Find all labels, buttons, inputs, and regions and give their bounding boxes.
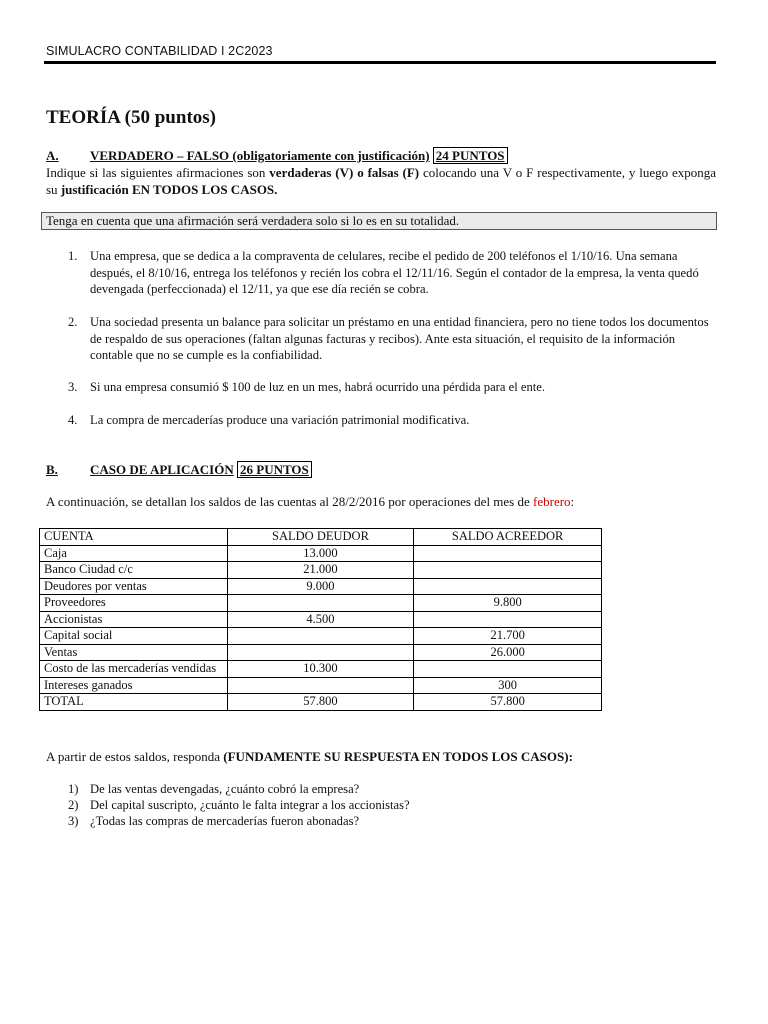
table-row [40,644,602,661]
header-rule [44,61,716,64]
cell-deudor: 4.500 [227,611,414,628]
table-row [40,562,602,579]
table-row [40,611,602,628]
section-b-intro [46,494,716,511]
cell-acreedor: 9.800 [414,595,602,612]
cell-acreedor: 300 [414,677,602,694]
cell-acreedor [414,578,602,595]
statement-number: 2. [68,315,78,329]
instructions-bold-1: verdaderas (V) o falsas (F) [269,165,420,180]
statement-text: Una sociedad presenta un balance para solicitar un préstamo en una entidad financiera, pero no tiene todos los documentos de respaldo de sus operaciones (faltan algunas facturas y recibos). Ante esta situación, el requisito de la información contable que no se cumple es la confiabilidad. [90,315,709,362]
cell-acreedor [414,545,602,562]
statement-item-3 [68,379,716,396]
cell-cuenta: Banco Ciudad c/c [40,562,228,579]
question-text: De las ventas devengadas, ¿cuánto cobró la empresa? [90,782,360,796]
section-a-points: 24 PUNTOS [433,147,508,164]
question-item-2 [68,797,410,813]
cell-deudor [227,628,414,645]
section-a-heading [46,148,508,164]
question-number: 1) [68,782,79,796]
cell-acreedor [414,661,602,678]
cell-cuenta: Costo de las mercaderías vendidas [40,661,228,678]
section-b-heading [46,462,312,478]
cell-acreedor: 21.700 [414,628,602,645]
document-header: SIMULACRO CONTABILIDAD I 2C2023 [46,44,273,58]
cell-deudor: 57.800 [227,694,414,711]
cell-acreedor: 26.000 [414,644,602,661]
intro-end: : [570,494,575,509]
cell-acreedor: 57.800 [414,694,602,711]
table-row [40,661,602,678]
cell-cuenta: Intereses ganados [40,677,228,694]
cell-acreedor [414,562,602,579]
cell-deudor [227,644,414,661]
section-b-points: 26 PUNTOS [237,461,312,478]
table-total-row [40,694,602,711]
col-header-acreedor: SALDO ACREEDOR [414,529,602,546]
cell-deudor: 13.000 [227,545,414,562]
cell-deudor: 10.300 [227,661,414,678]
statement-item-2 [68,314,716,364]
table-row [40,545,602,562]
statement-number: 4. [68,413,78,427]
col-header-cuenta: CUENTA [40,529,228,546]
notice-box: Tenga en cuenta que una afirmación será verdadera solo si lo es en su totalidad. [41,212,717,230]
col-header-deudor: SALDO DEUDOR [227,529,414,546]
theory-title: TEORÍA (50 puntos) [46,107,216,128]
section-a-title: VERDADERO – FALSO (obligatoriamente con justificación) [90,148,430,163]
statement-text: Si una empresa consumió $ 100 de luz en un mes, habrá ocurrido una pérdida para el ente. [90,380,545,394]
table-row [40,677,602,694]
table-header-row [40,529,602,546]
table-row [40,578,602,595]
statement-number: 3. [68,380,78,394]
cell-deudor: 9.000 [227,578,414,595]
question-text: Del capital suscripto, ¿cuánto le falta integrar a los accionistas? [90,798,410,812]
instructions-text-1: Indique si las siguientes afirmaciones son [46,165,270,180]
cell-cuenta: Proveedores [40,595,228,612]
question-text: ¿Todas las compras de mercaderías fueron abonadas? [90,814,360,828]
cell-cuenta: TOTAL [40,694,228,711]
prompt-text: A partir de estos saldos, responda [46,749,224,764]
instructions-bold-2: justificación EN TODOS LOS CASOS. [60,181,278,197]
question-number: 2) [68,798,79,812]
intro-month: febrero [533,494,571,509]
question-item-3 [68,813,359,829]
cell-cuenta: Deudores por ventas [40,578,228,595]
statement-item-4 [68,412,716,429]
section-a-letter: A. [46,148,59,163]
cell-cuenta: Ventas [40,644,228,661]
intro-text: A continuación, se detallan los saldos de las cuentas al 28/2/2016 por operaciones del mes de [46,494,534,509]
statement-item-1 [68,248,716,298]
cell-cuenta: Accionistas [40,611,228,628]
cell-cuenta: Caja [40,545,228,562]
balances-table [39,528,602,711]
table-row [40,628,602,645]
cell-acreedor [414,611,602,628]
question-number: 3) [68,814,79,828]
cell-deudor [227,595,414,612]
section-a-instructions [46,165,716,198]
cell-deudor: 21.000 [227,562,414,579]
statement-number: 1. [68,249,78,263]
statement-text: La compra de mercaderías produce una variación patrimonial modificativa. [90,413,470,427]
question-item-1 [68,781,359,797]
cell-deudor [227,677,414,694]
cell-cuenta: Capital social [40,628,228,645]
statement-text: Una empresa, que se dedica a la compraventa de celulares, recibe el pedido de 200 teléfonos el 1/10/16. Una semana después, el 8/10/16, entrega los teléfonos y recién los cobra el 12/11/16. Según el contador de la empresa, la venta quedó devengada (perfeccionada) el 12/11, ya que ese día recién se cobra. [90,249,699,296]
section-b-prompt [46,749,716,766]
table-row [40,595,602,612]
section-b-letter: B. [46,462,58,477]
instructions-text-2: colocando una V o F respectivamente, y luego exponga su [46,165,717,197]
prompt-bold: (FUNDAMENTE SU RESPUESTA EN TODOS LOS CASOS): [223,749,573,764]
section-b-title: CASO DE APLICACIÓN [90,462,234,477]
